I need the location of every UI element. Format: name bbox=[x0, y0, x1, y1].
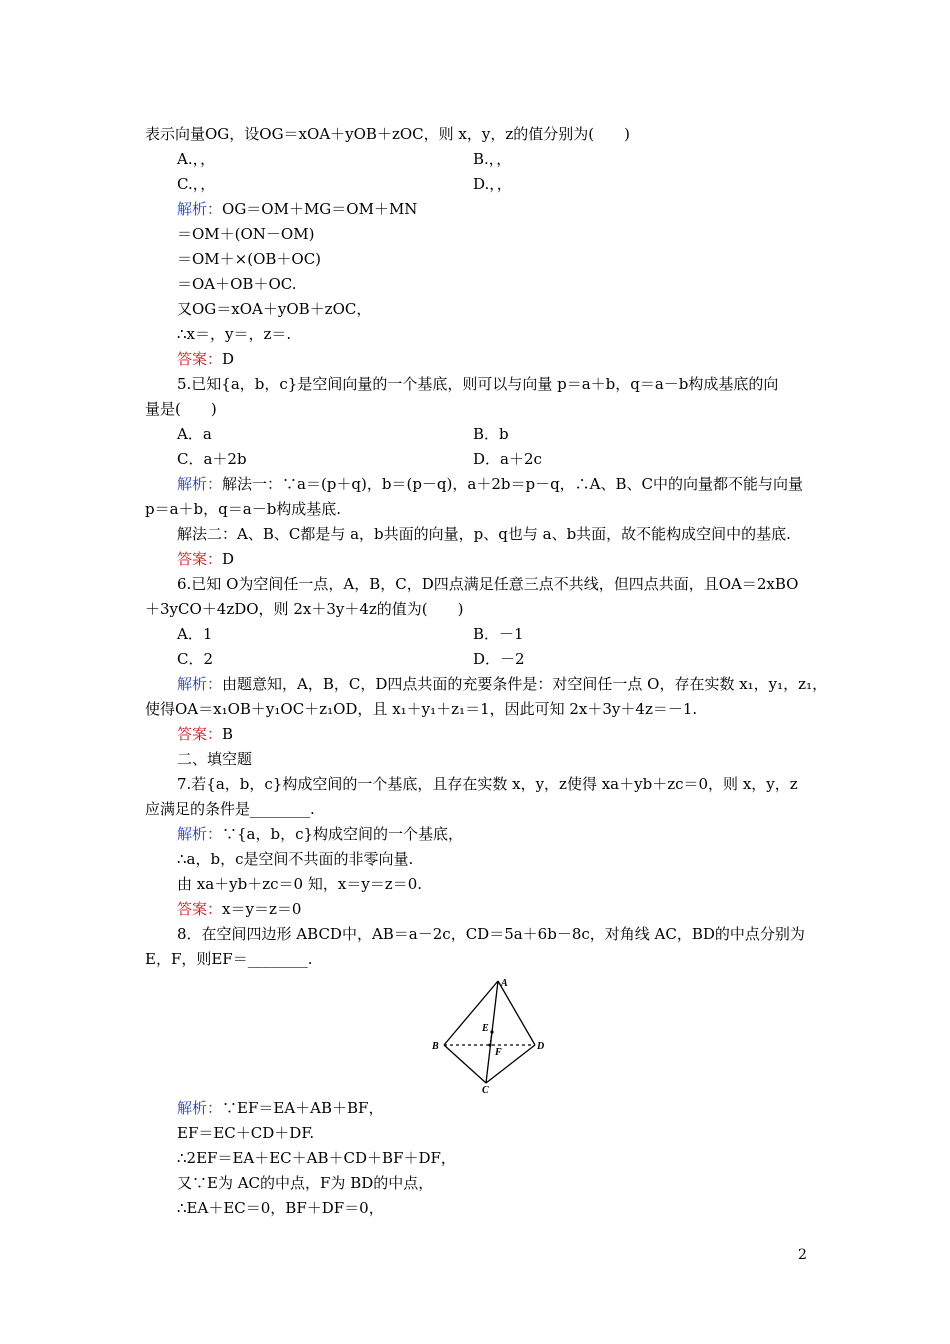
answer-label: 答案： bbox=[177, 350, 223, 368]
option-d: D．－2 bbox=[473, 650, 525, 668]
analysis-line: 解析：解法一：∵a＝(p＋q)，b＝(p－q)，a＋2b＝p－q，∴A、B、C中的向量都不能与向量 bbox=[177, 475, 804, 493]
answer-line: 答案：B bbox=[177, 725, 234, 743]
analysis-line: 解析：由题意知，A，B，C，D四点共面的充要条件是：对空间任一点 O，存在实数 x₁，y₁，z₁， bbox=[177, 675, 828, 693]
option-a: A．a bbox=[177, 425, 212, 443]
question-8-stem: 8．在空间四边形 ABCD中，AB＝a－2c，CD＝5a＋6b－8c，对角线 AC，BD的中点分别为 bbox=[177, 925, 805, 943]
analysis-line: 使得OA＝x₁OB＋y₁OC＋z₁OD，且 x₁＋y₁＋z₁＝1，因此可知 2x＋3y＋4z＝－1. bbox=[145, 700, 698, 718]
page-number: 2 bbox=[798, 1247, 807, 1263]
option-b: B．b bbox=[473, 425, 509, 443]
option-a: A．1 bbox=[177, 625, 213, 643]
analysis-line: ＝OA＋OB＋OC. bbox=[177, 275, 297, 293]
analysis-label: 解析： bbox=[177, 1099, 223, 1117]
option-d: D.，， bbox=[473, 175, 512, 193]
option-c: C.，， bbox=[177, 175, 216, 193]
answer-label: 答案： bbox=[177, 550, 223, 568]
option-c: C．2 bbox=[177, 650, 214, 668]
analysis-line: 由 xa＋yb＋zc＝0 知，x＝y＝z＝0. bbox=[177, 875, 423, 893]
label-c: C bbox=[482, 1085, 489, 1095]
analysis-line: 又∵E为 AC的中点，F为 BD的中点， bbox=[177, 1174, 434, 1192]
analysis-line: 又OG＝xOA＋yOB＋zOC， bbox=[177, 300, 372, 318]
question-6-stem: 6.已知 O为空间任一点，A，B，C，D四点满足任意三点不共线，但四点共面，且OA＝2xBO bbox=[177, 575, 799, 593]
question-8-stem-cont: E，F，则EF＝________. bbox=[145, 950, 313, 968]
answer-line: 答案：D bbox=[177, 350, 235, 368]
analysis-line: 解析：OG＝OM＋MG＝OM＋MN bbox=[177, 200, 418, 218]
analysis-line: ∴2EF＝EA＋EC＋AB＋CD＋BF＋DF， bbox=[177, 1149, 456, 1167]
edge-bc bbox=[444, 1045, 486, 1083]
point-f bbox=[488, 1043, 491, 1046]
analysis-label: 解析： bbox=[177, 825, 223, 843]
option-a: A.，， bbox=[177, 150, 216, 168]
edge-cd bbox=[486, 1045, 535, 1083]
question-6-stem-cont: ＋3yCO＋4zDO，则 2x＋3y＋4z的值为( ) bbox=[145, 600, 464, 618]
option-b: B．－1 bbox=[473, 625, 524, 643]
analysis-label: 解析： bbox=[177, 200, 223, 218]
label-b: B bbox=[432, 1041, 439, 1052]
tetrahedron-figure bbox=[430, 975, 550, 1095]
answer-line: 答案：x＝y＝z＝0 bbox=[177, 900, 302, 918]
question-4-stem: 表示向量OG，设OG＝xOA＋yOB＋zOC，则 x，y，z的值分别为( ) bbox=[145, 125, 630, 143]
option-b: B.，， bbox=[473, 150, 512, 168]
analysis-line: ∴a，b，c是空间不共面的非零向量. bbox=[177, 850, 414, 868]
label-f: F bbox=[495, 1047, 502, 1058]
question-5-stem: 5.已知{a，b，c}是空间向量的一个基底，则可以与向量 p＝a＋b，q＝a－b构成基底的向 bbox=[177, 375, 779, 393]
label-a: A bbox=[501, 978, 508, 989]
analysis-line: 解法二：A、B、C都是与 a，b共面的向量，p、q也与 a、b共面，故不能构成空间中的基底. bbox=[177, 525, 791, 543]
option-c: C．a＋2b bbox=[177, 450, 247, 468]
section-heading: 二、填空题 bbox=[177, 750, 253, 768]
question-7-stem-cont: 应满足的条件是________. bbox=[145, 800, 315, 818]
analysis-line: p＝a＋b，q＝a－b构成基底. bbox=[145, 500, 342, 518]
analysis-label: 解析： bbox=[177, 675, 223, 693]
analysis-label: 解析： bbox=[177, 475, 223, 493]
answer-line: 答案：D bbox=[177, 550, 235, 568]
edge-ad bbox=[498, 981, 535, 1045]
analysis-line: EF＝EC＋CD＋DF. bbox=[177, 1124, 315, 1142]
analysis-line: ∴EA＋EC＝0，BF＋DF＝0， bbox=[177, 1199, 384, 1217]
point-e bbox=[490, 1030, 493, 1033]
question-7-stem: 7.若{a，b，c}构成空间的一个基底，且存在实数 x，y，z使得 xa＋yb＋zc＝0，则 x，y，z bbox=[177, 775, 798, 793]
option-d: D．a＋2c bbox=[473, 450, 542, 468]
edge-ab bbox=[444, 981, 498, 1045]
label-d: D bbox=[537, 1041, 545, 1052]
answer-label: 答案： bbox=[177, 725, 223, 743]
analysis-line: ＝OM＋×(OB＋OC) bbox=[177, 250, 322, 268]
label-e: E bbox=[482, 1023, 489, 1034]
analysis-line: 解析：∵{a，b，c}构成空间的一个基底， bbox=[177, 825, 464, 843]
analysis-line: ∴x＝，y＝，z＝. bbox=[177, 325, 292, 343]
question-5-stem-cont: 量是( ) bbox=[145, 400, 217, 418]
analysis-line: 解析：∵EF＝EA＋AB＋BF， bbox=[177, 1099, 384, 1117]
analysis-line: ＝OM＋(ON－OM) bbox=[177, 225, 315, 243]
answer-label: 答案： bbox=[177, 900, 223, 918]
